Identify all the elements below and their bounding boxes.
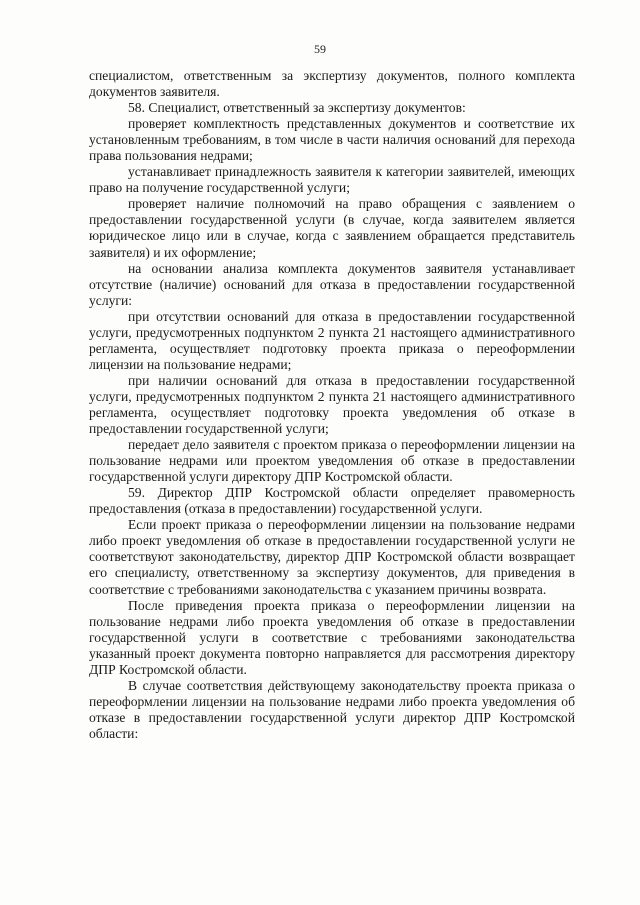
paragraph: 59. Директор ДПР Костромской области определяет правомерность предоставления (отказа в предоставлении) государственной услуги.	[89, 485, 575, 517]
paragraph: при отсутствии оснований для отказа в предоставлении государственной услуги, предусмотренных подпунктом 2 пункта 21 настоящего административного регламента, осуществляет подготовку проекта приказа о переоформлении лицензии на пользование недрами;	[89, 308, 575, 372]
paragraph: передает дело заявителя с проектом приказа о переоформлении лицензии на пользование недрами или проектом уведомления об отказе в предоставлении государственной услуги директору ДПР Костромской области.	[89, 437, 575, 485]
paragraph: 58. Специалист, ответственный за экспертизу документов:	[128, 100, 466, 116]
page-number: 59	[314, 42, 326, 56]
document-body	[89, 68, 575, 742]
paragraph: В случае соответствия действующему законодательству проекта приказа о переоформлении лицензии на пользование недрами либо проекта уведомления об отказе в предоставлении государственной услуги директор ДПР Костромской области:	[89, 677, 575, 741]
paragraph: После приведения проекта приказа о переоформлении лицензии на пользование недрами либо проекта уведомления об отказе в предоставлении государственной услуги в соответствие с требованиями законодательства указанный проект документа повторно направляется для рассмотрения директору ДПР Костромской области.	[89, 597, 575, 677]
paragraph: Если проект приказа о переоформлении лицензии на пользование недрами либо проект уведомления об отказе в предоставлении государственной услуги не соответствуют законодательству, директор ДПР Костромской области возвращает его специалисту, ответственному за экспертизу документов, для приведения в соответствие с требованиями законодательства с указанием причины возврата.	[89, 517, 575, 597]
paragraph: устанавливает принадлежность заявителя к категории заявителей, имеющих право на получение государственной услуги;	[89, 164, 575, 196]
paragraph: проверяет комплектность представленных документов и соответствие их установленным требованиям, в том числе в части наличия оснований для перехода права пользования недрами;	[89, 116, 575, 164]
paragraph: на основании анализа комплекта документов заявителя устанавливает отсутствие (наличие) оснований для отказа в предоставлении государственной услуги:	[89, 260, 575, 308]
paragraph: проверяет наличие полномочий на право обращения с заявлением о предоставлении государственной услуги (в случае, когда заявителем является юридическое лицо или в случае, когда с заявлением обращается представитель заявителя) и их оформление;	[89, 196, 575, 260]
paragraph: специалистом, ответственным за экспертизу документов, полного комплекта документов заявителя.	[89, 68, 575, 100]
paragraph: при наличии оснований для отказа в предоставлении государственной услуги, предусмотренных подпунктом 2 пункта 21 настоящего административного регламента, осуществляет подготовку проекта уведомления об отказе в предоставлении государственной услуги;	[89, 372, 575, 437]
